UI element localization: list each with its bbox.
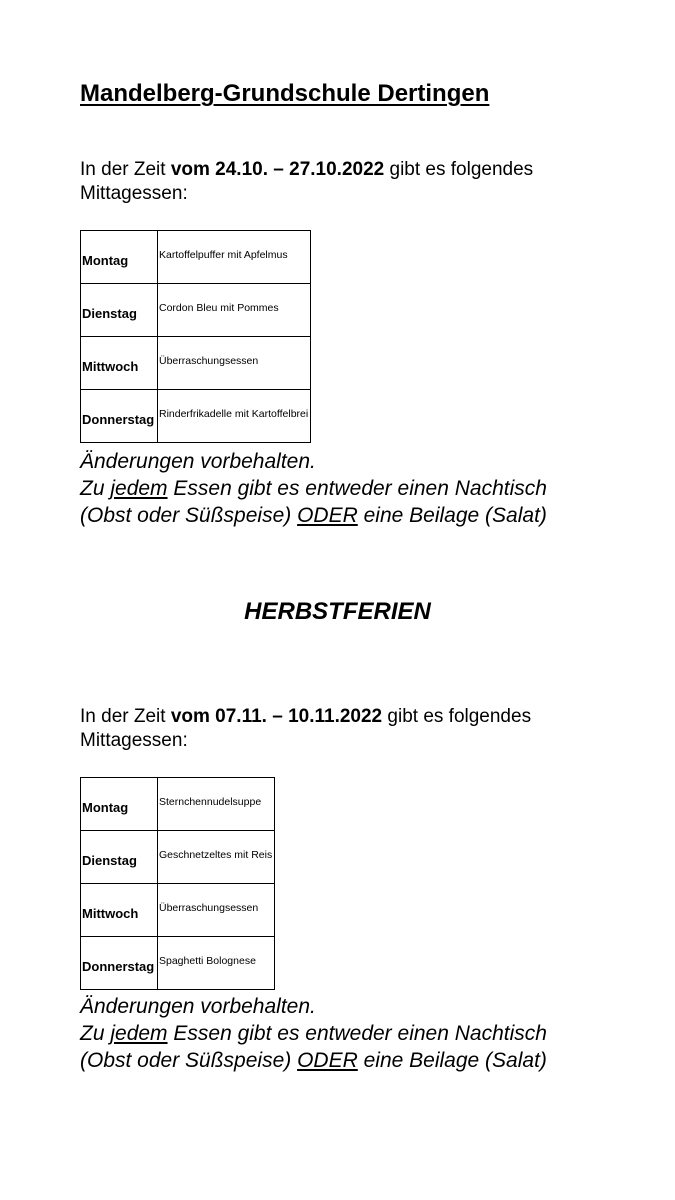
school-title: Mandelberg-Grundschule Dertingen	[80, 80, 490, 107]
note-underlined: ODER	[297, 1049, 358, 1072]
table-row	[81, 390, 311, 443]
table-row	[81, 831, 275, 884]
table-row	[81, 231, 311, 284]
week-2-note	[80, 993, 640, 1074]
note-line-1: Änderungen vorbehalten.	[80, 450, 316, 473]
day-cell: Montag	[81, 231, 158, 284]
note-underlined: jedem	[110, 477, 168, 500]
note-line-2	[80, 475, 640, 502]
intro-suffix: gibt es folgendes Mittagessen:	[80, 159, 534, 204]
intro-prefix: In der Zeit	[80, 159, 171, 180]
note-underlined: ODER	[297, 504, 358, 527]
note-line-1: Änderungen vorbehalten.	[80, 995, 316, 1018]
day-cell: Mittwoch	[81, 884, 158, 937]
dish-cell: Rinderfrikadelle mit Kartoffelbrei	[158, 390, 311, 443]
week-2-menu-table	[80, 777, 275, 990]
day-cell: Donnerstag	[81, 937, 158, 990]
dish-cell: Geschnetzeltes mit Reis	[158, 831, 275, 884]
dish-cell: Cordon Bleu mit Pommes	[158, 284, 311, 337]
table-row	[81, 337, 311, 390]
holiday-label: HERBSTFERIEN	[244, 598, 431, 625]
day-cell: Montag	[81, 778, 158, 831]
dish-cell: Sternchennudelsuppe	[158, 778, 275, 831]
week-1-note	[80, 448, 640, 529]
week-2-intro	[80, 705, 620, 753]
intro-suffix: gibt es folgendes Mittagessen:	[80, 706, 532, 751]
note-text: Zu	[80, 477, 111, 500]
dish-cell: Spaghetti Bolognese	[158, 937, 275, 990]
week-1-menu-table	[80, 230, 311, 443]
day-cell: Mittwoch	[81, 337, 158, 390]
table-row	[81, 937, 275, 990]
intro-prefix: In der Zeit	[80, 706, 171, 727]
day-cell: Dienstag	[81, 284, 158, 337]
note-text: Essen gibt es entweder einen Nachtisch	[167, 477, 547, 500]
table-row	[81, 884, 275, 937]
week-2-period: vom 07.11. – 10.11.2022	[170, 706, 383, 727]
note-text: (Obst oder Süßspeise)	[80, 1049, 298, 1072]
note-text: Zu	[80, 1022, 111, 1045]
note-text: Essen gibt es entweder einen Nachtisch	[167, 1022, 547, 1045]
note-line-2	[80, 1020, 640, 1047]
week-1-intro	[80, 158, 620, 206]
note-text: eine Beilage (Salat)	[357, 1049, 547, 1072]
note-text: eine Beilage (Salat)	[357, 504, 547, 527]
day-cell: Dienstag	[81, 831, 158, 884]
holiday-heading	[0, 598, 675, 626]
note-line-3	[80, 1047, 640, 1074]
dish-cell: Überraschungsessen	[158, 337, 311, 390]
table-row	[81, 778, 275, 831]
table-row	[81, 284, 311, 337]
note-line-3	[80, 502, 640, 529]
note-text: (Obst oder Süßspeise)	[80, 504, 298, 527]
day-cell: Donnerstag	[81, 390, 158, 443]
dish-cell: Überraschungsessen	[158, 884, 275, 937]
note-underlined: jedem	[110, 1022, 168, 1045]
dish-cell: Kartoffelpuffer mit Apfelmus	[158, 231, 311, 284]
week-1-period: vom 24.10. – 27.10.2022	[170, 159, 385, 180]
